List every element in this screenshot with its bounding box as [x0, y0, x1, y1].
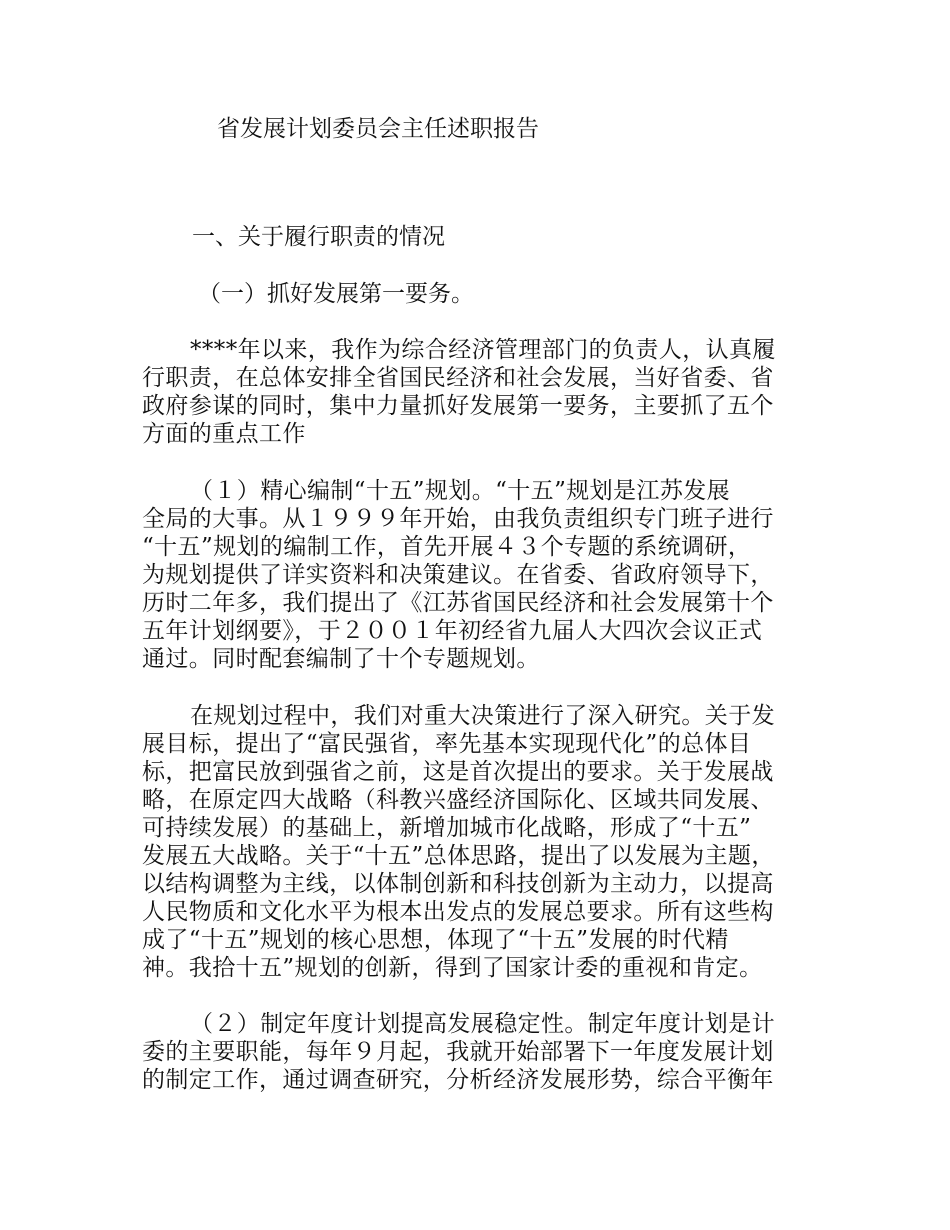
section-heading: 一、关于履行职责的情况 [192, 224, 445, 250]
paragraph-line: 略，在原定四大战略（科教兴盛经济国际化、区域共同发展、 [142, 787, 774, 813]
paragraph-line: （２）制定年度计划提高发展稳定性。制定年度计划是计 [190, 1011, 775, 1037]
paragraph-line: 可持续发展）的基础上，新增加城市化战略，形成了“十五” [142, 815, 752, 841]
paragraph-line: 标，把富民放到强省之前，这是首次提出的要求。关于发展战 [142, 759, 774, 785]
paragraph-line: 为规划提供了详实资料和决策建议。在省委、省政府领导下， [142, 562, 774, 588]
paragraph-line: “十五”规划的编制工作，首先开展４３个专题的系统调研， [142, 534, 752, 560]
paragraph-line: 全局的大事。从１９９９年开始，由我负责组织专门班子进行 [142, 506, 774, 532]
paragraph-line: 成了“十五”规划的核心思想，体现了“十五”发展的时代精 [142, 927, 729, 953]
paragraph-line: 方面的重点工作 [142, 421, 306, 447]
paragraph-line: 以结构调整为主线，以体制创新和科技创新为主动力，以提高 [142, 871, 774, 897]
paragraph-line: ****年以来，我作为综合经济管理部门的负责人，认真履 [190, 337, 776, 363]
paragraph-line: 人民物质和文化水平为根本出发点的发展总要求。所有这些构 [142, 899, 774, 925]
paragraph-line: 行职责，在总体安排全省国民经济和社会发展，当好省委、省 [142, 365, 774, 391]
paragraph-line: 五年计划纲要》，于２００１年初经省九届人大四次会议正式 [142, 618, 763, 644]
paragraph-annual-plan [142, 1010, 832, 1094]
paragraph-line: 委的主要职能，每年９月起，我就开始部署下一年度发展计划 [142, 1039, 774, 1065]
paragraph-line: 政府参谋的同时，集中力量抓好发展第一要务，主要抓了五个 [142, 393, 774, 419]
paragraph-line: 神。我拾十五”规划的创新，得到了国家计委的重视和肯定。 [142, 955, 763, 981]
paragraph-line: 通过。同时配套编制了十个专题规划。 [142, 646, 540, 672]
paragraph-plan-fifteen [142, 477, 832, 673]
paragraph-intro [142, 336, 832, 448]
document-title: 省发展计划委员会主任述职报告 [217, 116, 539, 142]
subsection-heading: （一）抓好发展第一要务。 [198, 281, 474, 307]
paragraph-line: 历时二年多，我们提出了《江苏省国民经济和社会发展第十个 [142, 590, 774, 616]
paragraph-line: 展目标，提出了“富民强省，率先基本实现现代化”的总体目 [142, 731, 752, 757]
paragraph-line: 发展五大战略。关于“十五”总体思路，提出了以发展为主题， [142, 843, 775, 869]
paragraph-planning-process [142, 702, 832, 982]
paragraph-line: 的制定工作，通过调查研究，分析经济发展形势，综合平衡年 [142, 1067, 774, 1093]
paragraph-line: 在规划过程中，我们对重大决策进行了深入研究。关于发 [190, 703, 775, 729]
paragraph-line: （１）精心编制“十五”规划。“十五”规划是江苏发展 [190, 478, 731, 504]
